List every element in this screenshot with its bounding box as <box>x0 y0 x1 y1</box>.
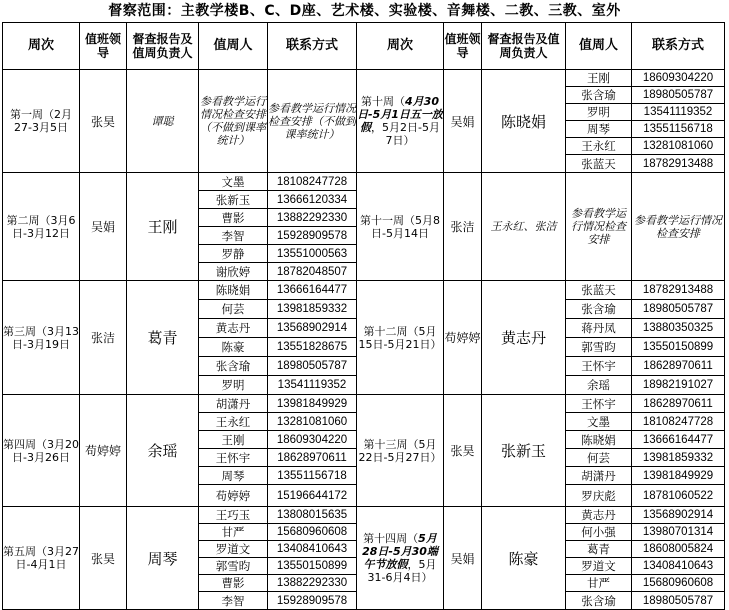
supervisor-cell-right: 陈豪 <box>482 507 566 610</box>
header-duty: 值周人 <box>199 23 268 70</box>
phone-number: 13882292330 <box>268 575 357 592</box>
duty-person-right: 黄志丹 <box>566 507 632 524</box>
duty-person: 郭雪昀 <box>199 558 268 575</box>
phone-number: 18609304220 <box>268 431 357 449</box>
leader-cell: 张洁 <box>80 281 127 395</box>
week-cell: 第三周（3月13日-3月19日 <box>3 281 80 395</box>
phone-number-right: 13568902914 <box>632 507 725 524</box>
supervisor-cell-right: 王永红、张洁 <box>482 173 566 281</box>
phone-number-right: 13408410643 <box>632 558 725 575</box>
leader-cell: 张昊 <box>80 70 127 173</box>
week-cell: 第五周（3月27日-4月1日 <box>3 507 80 610</box>
page-title: 督察范围：主教学楼B、C、D座、艺术楼、实验楼、音舞楼、二教、三教、室外 <box>108 3 621 19</box>
duty-person-right: 王永红 <box>566 138 632 155</box>
phone-number: 15680960608 <box>268 524 357 541</box>
supervisor-cell: 谭聪 <box>127 70 199 173</box>
header-week-right: 周次 <box>357 23 444 70</box>
duty-person: 李智 <box>199 592 268 610</box>
table-row <box>3 395 725 413</box>
phone-number-right: 18108247728 <box>632 413 725 431</box>
phone-number-right: 13550150899 <box>632 338 725 357</box>
header-row <box>3 23 725 70</box>
duty-schedule-table <box>2 22 725 610</box>
duty-person: 张新玉 <box>199 191 268 209</box>
header-supervisor: 督查报告及值周负责人 <box>127 23 199 70</box>
week-cell: 第一周（2月27-3月5日 <box>3 70 80 173</box>
supervisor-cell-right: 陈晓娟 <box>482 70 566 173</box>
week-suffix: ，5月2日-5月7日） <box>371 121 440 147</box>
phone-number: 13408410643 <box>268 541 357 558</box>
duty-person: 王永红 <box>199 413 268 431</box>
duty-person: 罗静 <box>199 245 268 263</box>
phone-number: 13551156718 <box>268 467 357 485</box>
header-week: 周次 <box>3 23 80 70</box>
phone-number-right: 13666164477 <box>632 431 725 449</box>
duty-person: 文墨 <box>199 173 268 191</box>
duty-person: 何芸 <box>199 300 268 319</box>
duty-person-right: 胡潇丹 <box>566 467 632 485</box>
phone-number: 15196644172 <box>268 485 357 507</box>
duty-person-right: 张含瑜 <box>566 300 632 319</box>
holiday-note: 4月30日-5月1日五一放假 <box>357 95 443 134</box>
leader-cell: 吴娟 <box>80 173 127 281</box>
holiday-note: 5月28日-5月30端午节放假 <box>362 532 438 571</box>
table-row <box>3 281 725 300</box>
duty-person-right: 罗庆彪 <box>566 485 632 507</box>
duty-person-right: 甘严 <box>566 575 632 592</box>
leader-cell-right: 张昊 <box>444 395 482 507</box>
duty-person: 王刚 <box>199 431 268 449</box>
phone-number: 13541119352 <box>268 376 357 395</box>
phone-number: 18108247728 <box>268 173 357 191</box>
duty-person-right: 何芸 <box>566 449 632 467</box>
phone-number: 18628970611 <box>268 449 357 467</box>
week-cell-right <box>357 507 444 610</box>
leader-cell: 张昊 <box>80 507 127 610</box>
duty-person: 王怀宇 <box>199 449 268 467</box>
phone-number: 13808015635 <box>268 507 357 524</box>
phone-number: 13281081060 <box>268 413 357 431</box>
duty-person: 罗道文 <box>199 541 268 558</box>
week-cell: 第二周（3月6日-3月12日 <box>3 173 80 281</box>
phone-number: 13981859332 <box>268 300 357 319</box>
duty-person: 胡潇丹 <box>199 395 268 413</box>
duty-person-right: 何小强 <box>566 524 632 541</box>
supervisor-cell-right: 黄志丹 <box>482 281 566 395</box>
leader-cell-right: 吴娟 <box>444 507 482 610</box>
phone-number: 13551000563 <box>268 245 357 263</box>
phone-number-right: 18980505787 <box>632 300 725 319</box>
phone-number-right: 18781060522 <box>632 485 725 507</box>
week-cell-right: 第十二周（5月15日-5月21日） <box>357 281 444 395</box>
week-cell: 第四周（3月20日-3月26日 <box>3 395 80 507</box>
phone-number-right: 18608005824 <box>632 541 725 558</box>
phone-number-right: 13981849929 <box>632 467 725 485</box>
phone-number: 13981849929 <box>268 395 357 413</box>
header-duty-right: 值周人 <box>566 23 632 70</box>
phone-number-right: 18628970611 <box>632 357 725 376</box>
phone-number-right: 18980505787 <box>632 592 725 610</box>
week-cell-right <box>357 70 444 173</box>
duty-person-right: 罗道文 <box>566 558 632 575</box>
header-supervisor-right: 督查报告及值周负责人 <box>482 23 566 70</box>
duty-person: 甘严 <box>199 524 268 541</box>
phone-number-right: 18609304220 <box>632 70 725 87</box>
phone-number-right: 13981859332 <box>632 449 725 467</box>
table-row <box>3 507 725 524</box>
duty-person-right: 蒋丹凤 <box>566 319 632 338</box>
supervisor-cell: 周琴 <box>127 507 199 610</box>
duty-person-right: 葛青 <box>566 541 632 558</box>
header-contact-right: 联系方式 <box>632 23 725 70</box>
duty-person: 周琴 <box>199 467 268 485</box>
duty-person-right: 郭雪昀 <box>566 338 632 357</box>
duty-person: 王巧玉 <box>199 507 268 524</box>
phone-number: 18782048507 <box>268 263 357 281</box>
leader-cell-right: 张洁 <box>444 173 482 281</box>
duty-person-right: 王怀宇 <box>566 395 632 413</box>
phone-number-right: 13551156718 <box>632 121 725 138</box>
duty-person-right: 余瑶 <box>566 376 632 395</box>
phone-number-right: 18782913488 <box>632 281 725 300</box>
duty-person-right: 王刚 <box>566 70 632 87</box>
duty-person-right: 周琴 <box>566 121 632 138</box>
phone-number: 13550150899 <box>268 558 357 575</box>
phone-number: 15928909578 <box>268 227 357 245</box>
duty-person: 曹影 <box>199 575 268 592</box>
duty-person: 陈豪 <box>199 338 268 357</box>
duty-note: 参看教学运行情况检查安排（不做到课率统计） <box>199 70 268 173</box>
phone-number-right: 18782913488 <box>632 155 725 173</box>
week-suffix: ，5月31-6月4日） <box>367 558 437 584</box>
phone-number: 15928909578 <box>268 592 357 610</box>
duty-person: 陈晓娟 <box>199 281 268 300</box>
leader-cell-right: 吴娟 <box>444 70 482 173</box>
duty-person: 李智 <box>199 227 268 245</box>
contact-note: 参看教学运行情况检查安排（不做到课率统计） <box>268 70 357 173</box>
phone-number: 13882292330 <box>268 209 357 227</box>
duty-person-right: 张含瑜 <box>566 592 632 610</box>
week-cell-right: 第十三周（5月22日-5月27日） <box>357 395 444 507</box>
duty-person-right: 罗明 <box>566 104 632 121</box>
duty-person-right: 张蓝天 <box>566 155 632 173</box>
phone-number-right: 13980701314 <box>632 524 725 541</box>
duty-person-right: 陈晓娟 <box>566 431 632 449</box>
contact-note-right: 参看教学运行情况检查安排 <box>632 173 725 281</box>
phone-number: 13666120334 <box>268 191 357 209</box>
duty-person-right: 张含瑜 <box>566 87 632 104</box>
header-leader-right: 值班领导 <box>444 23 482 70</box>
supervisor-cell: 王刚 <box>127 173 199 281</box>
phone-number: 13666164477 <box>268 281 357 300</box>
phone-number-right: 15680960608 <box>632 575 725 592</box>
duty-person: 张含瑜 <box>199 357 268 376</box>
leader-cell: 苟婷婷 <box>80 395 127 507</box>
phone-number: 13551828675 <box>268 338 357 357</box>
leader-cell-right: 苟婷婷 <box>444 281 482 395</box>
week-prefix: 第十周（ <box>361 95 406 108</box>
phone-number: 18980505787 <box>268 357 357 376</box>
header-leader: 值班领导 <box>80 23 127 70</box>
duty-person-right: 文墨 <box>566 413 632 431</box>
phone-number-right: 18628970611 <box>632 395 725 413</box>
header-contact: 联系方式 <box>268 23 357 70</box>
supervisor-cell-right: 张新玉 <box>482 395 566 507</box>
phone-number-right: 18980505787 <box>632 87 725 104</box>
duty-person: 罗明 <box>199 376 268 395</box>
duty-person: 谢欣婷 <box>199 263 268 281</box>
duty-person: 曹影 <box>199 209 268 227</box>
table-row <box>3 173 725 191</box>
duty-person-right: 王怀宇 <box>566 357 632 376</box>
duty-person: 苟婷婷 <box>199 485 268 507</box>
phone-number-right: 18982191027 <box>632 376 725 395</box>
phone-number-right: 13880350325 <box>632 319 725 338</box>
table-row <box>3 70 725 87</box>
week-prefix: 第十四周（ <box>363 532 419 545</box>
week-cell-right: 第十一周（5月8日-5月14日 <box>357 173 444 281</box>
phone-number: 13568902914 <box>268 319 357 338</box>
supervisor-cell: 余瑶 <box>127 395 199 507</box>
duty-person: 黄志丹 <box>199 319 268 338</box>
phone-number-right: 13281081060 <box>632 138 725 155</box>
duty-note-right: 参看教学运行情况检查安排 <box>566 173 632 281</box>
supervisor-cell: 葛青 <box>127 281 199 395</box>
duty-person-right: 张蓝天 <box>566 281 632 300</box>
phone-number-right: 13541119352 <box>632 104 725 121</box>
